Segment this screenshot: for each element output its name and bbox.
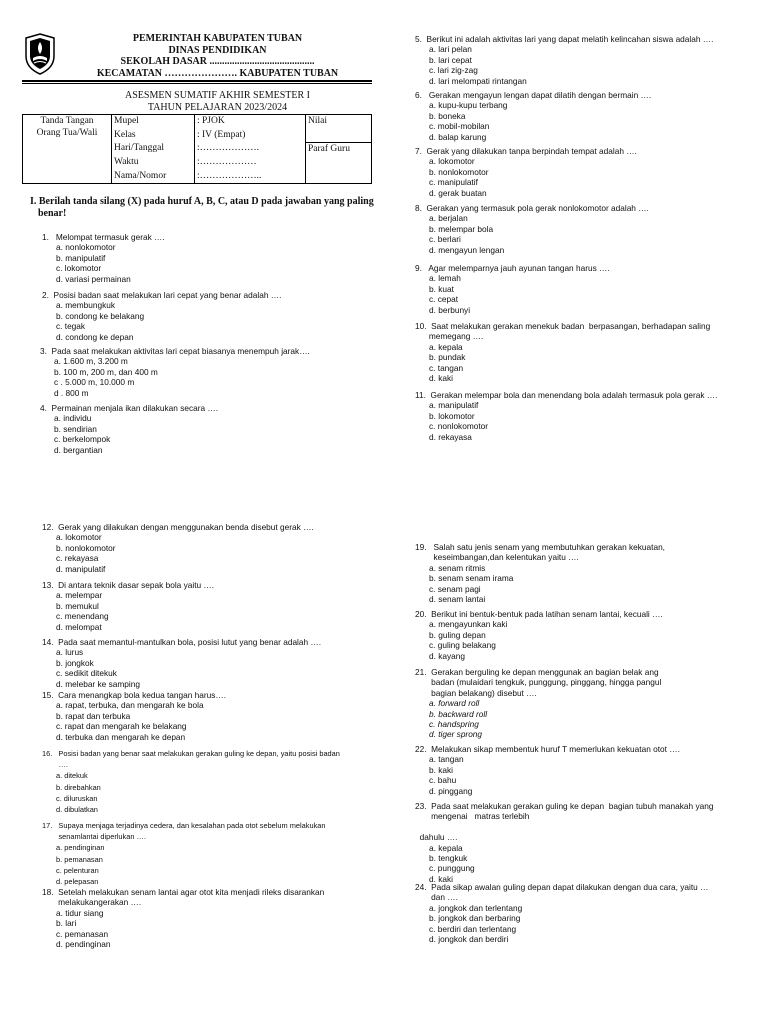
answer-option[interactable]: b. direbahkan — [56, 782, 101, 792]
question-text: 9. Agar melemparnya jauh ayunan tangan harus …. — [415, 263, 610, 273]
answer-option[interactable]: c. cepat — [429, 294, 459, 305]
answer-option[interactable]: a. rapat, terbuka, dan mengarah ke bola — [56, 700, 204, 711]
question-8 — [415, 203, 760, 255]
paraf-box — [306, 156, 372, 170]
question-19 — [415, 542, 760, 604]
question-text: 21. Gerakan berguling ke depan menggunak an bagian belak ang badan (mulaidari tengkuk, punggung, pinggang, hingga pangul bagian belakang) disebut …. — [415, 667, 662, 698]
answer-option[interactable]: d. berbunyi — [429, 304, 471, 315]
answer-option[interactable]: d. melompat — [56, 621, 102, 632]
answer-option[interactable]: c. lari zig-zag — [429, 65, 478, 76]
answer-option[interactable]: d. rekayasa — [429, 431, 472, 442]
answer-option[interactable]: b. tengkuk — [429, 853, 468, 864]
question-11 — [415, 390, 760, 442]
school-header — [60, 33, 375, 79]
answer-option[interactable]: d . 800 m — [54, 387, 89, 398]
header-line-3: SEKOLAH DASAR .......................................... — [120, 56, 315, 67]
header-divider-thin — [22, 83, 372, 84]
question-12 — [42, 522, 412, 574]
answer-option[interactable]: d. kayang — [429, 650, 465, 661]
signature-label-1: Tanda Tangan — [40, 116, 94, 126]
answer-option[interactable]: d. kaki — [429, 873, 453, 884]
answer-option[interactable]: a. lemah — [429, 273, 461, 284]
answer-option[interactable]: d. condong ke depan — [56, 331, 134, 342]
question-text: 1. Melompat termasuk gerak …. — [42, 232, 165, 242]
answer-option[interactable]: d. balap karung — [429, 131, 487, 142]
header-line-1: PEMERINTAH KABUPATEN TUBAN — [132, 33, 303, 44]
header-divider-thick — [22, 80, 372, 82]
kabupaten-logo — [22, 32, 58, 76]
label-waktu: Waktu — [112, 156, 195, 170]
answer-option[interactable]: a. lari pelan — [429, 44, 472, 55]
answer-option[interactable]: b. senam senam irama — [429, 573, 514, 584]
question-20 — [415, 609, 760, 661]
question-text: 24. Pada sikap awalan guling depan dapat dilakukan dengan dua cara, yaitu … dan …. — [415, 882, 709, 903]
answer-option[interactable]: c. sedikit ditekuk — [56, 668, 117, 679]
question-21 — [415, 667, 760, 740]
question-text: 11. Gerakan melempar bola dan menendang bola adalah termasuk pola gerak …. — [415, 390, 718, 400]
answer-option[interactable]: a. kepala — [429, 842, 463, 853]
answer-option[interactable]: b. lari cepat — [429, 54, 472, 65]
exam-title-line-2: TAHUN PELAJARAN 2023/2024 — [147, 101, 288, 113]
question-text: 14. Pada saat memantul-mantulkan bola, posisi lutut yang benar adalah …. — [42, 637, 322, 647]
answer-option[interactable]: a. lurus — [56, 647, 84, 658]
question-text: 10. Saat melakukan gerakan menekuk badan berpasangan, berhadapan saling memegang …. — [415, 321, 711, 342]
signature-cell — [23, 115, 112, 184]
answer-option[interactable]: d. dibulatkan — [56, 805, 98, 815]
answer-option[interactable]: a. membungkuk — [56, 300, 116, 311]
answer-option[interactable]: a. kupu-kupu terbang — [429, 100, 508, 111]
student-info-table — [22, 114, 372, 184]
question-text: 20. Berikut ini bentuk-bentuk pada latihan senam lantai, kecuali …. — [415, 609, 663, 619]
answer-option[interactable]: c. punggung — [429, 863, 475, 874]
question-17 — [42, 820, 412, 887]
answer-option[interactable]: b. jongkok — [56, 657, 94, 668]
answer-option[interactable]: a. ditekuk — [56, 771, 88, 781]
answer-option[interactable]: c. rekayasa — [56, 553, 99, 564]
answer-option[interactable]: c. lokomotor — [56, 263, 102, 274]
value-nama: :……………….. — [195, 170, 306, 184]
answer-option[interactable]: c . 5.000 m, 10.000 m — [54, 377, 135, 388]
answer-option[interactable]: d. mengayun lengan — [429, 244, 505, 255]
answer-option[interactable]: a. forward roll — [429, 698, 480, 709]
answer-option[interactable]: d. terbuka dan mengarah ke depan — [56, 731, 186, 742]
exam-title-line-1: ASESMEN SUMATIF AKHIR SEMESTER I — [124, 90, 311, 101]
answer-option[interactable]: c. guling belakang — [429, 640, 496, 651]
question-text: 5. Berikut ini adalah aktivitas lari yang dapat melatih kelincahan siswa adalah …. — [415, 34, 714, 44]
answer-option[interactable]: d. pelepasan — [56, 877, 99, 887]
label-mupel: Mupel — [112, 115, 195, 129]
question-text: 2. Posisi badan saat melakukan lari cepat yang benar adalah …. — [42, 290, 282, 300]
answer-option[interactable]: b. boneka — [429, 110, 466, 121]
answer-option[interactable]: a. lokomotor — [429, 156, 475, 167]
answer-option[interactable]: d. senam lantai — [429, 594, 486, 605]
value-kelas: : IV (Empat) — [195, 129, 306, 143]
answer-option[interactable]: c. handspring — [429, 719, 479, 730]
question-5 — [415, 34, 760, 86]
nilai-box — [306, 129, 372, 143]
answer-option[interactable]: b. kaki — [429, 764, 453, 775]
answer-option[interactable]: b. melempar bola — [429, 223, 494, 234]
question-text: 22. Melakukan sikap membentuk huruf T memerlukan kekuatan otot …. — [415, 744, 680, 754]
answer-option[interactable]: a. tidur siang — [56, 907, 104, 918]
label-hari: Hari/Tanggal — [112, 142, 195, 156]
answer-option[interactable]: b. lari — [56, 918, 77, 929]
question-2 — [42, 290, 412, 342]
answer-option[interactable]: b. condong ke belakang — [56, 310, 145, 321]
answer-option[interactable]: c. pemanasan — [56, 928, 109, 939]
answer-option[interactable]: b. manipulatif — [56, 252, 106, 263]
paraf-cell: Paraf Guru — [306, 142, 372, 156]
answer-option[interactable]: a. berjalan — [429, 213, 468, 224]
answer-option[interactable]: a. jongkok dan terlentang — [429, 902, 523, 913]
question-text: 8. Gerakan yang termasuk pola gerak nonlokomotor adalah …. — [415, 203, 649, 213]
question-text: 7. Gerak yang dilakukan tanpa berpindah tempat adalah …. — [415, 146, 637, 156]
value-mupel: : PJOK — [195, 115, 306, 129]
answer-option[interactable]: b. rapat dan terbuka — [56, 710, 131, 721]
answer-option[interactable]: a. lokomotor — [56, 532, 102, 543]
question-text: 18. Setelah melakukan senam lantai agar otot kita menjadi rileks disarankan melakukangerakan …. — [42, 887, 325, 908]
header-line-2: DINAS PENDIDIKAN — [168, 44, 267, 56]
answer-option[interactable]: d. jongkok dan berdiri — [429, 934, 509, 945]
answer-option[interactable]: b. sendirian — [54, 423, 97, 434]
answer-option[interactable]: d. kaki — [429, 373, 453, 384]
answer-option[interactable]: c. tangan — [429, 362, 464, 373]
answer-option[interactable]: a. mengayunkan kaki — [429, 619, 508, 630]
answer-option[interactable]: b. memukul — [56, 600, 99, 611]
question-text: 4. Permainan menjala ikan dilakukan secara …. — [40, 403, 219, 413]
question-14 — [42, 637, 412, 689]
nilai-cell: Nilai — [306, 115, 372, 129]
question-15 — [42, 690, 412, 742]
answer-option[interactable]: d. manipulatif — [56, 563, 106, 574]
answer-option[interactable]: a. manipulatif — [429, 400, 479, 411]
answer-option[interactable]: c. diluruskan — [56, 793, 98, 803]
question-text: 17. Supaya menjaga terjadinya cedera, dan kesalahan pada otot sebelum melakukan senamlantai diperlukan …. — [42, 821, 326, 842]
answer-option[interactable]: c. tegak — [56, 321, 86, 332]
instruction-text: I. Berilah tanda silang (X) pada huruf A, B, C, atau D pada jawaban yang paling benar! — [30, 196, 374, 219]
answer-option[interactable]: b. pemanasan — [56, 854, 103, 864]
question-3 — [40, 346, 410, 398]
question-text: 15. Cara menangkap bola kedua tangan harus…. — [42, 690, 227, 700]
answer-option[interactable]: d. lari melompati rintangan — [429, 75, 527, 86]
answer-option[interactable]: a. senam ritmis — [429, 562, 486, 573]
answer-option[interactable]: b. nonlokomotor — [429, 166, 489, 177]
exam-title — [60, 90, 375, 113]
question-18 — [42, 887, 412, 949]
question-text: 19. Salah satu jenis senam yang membutuhkan gerakan kekuatan, keseimbangan,dan kelentukan yaitu …. — [415, 542, 665, 563]
question-6 — [415, 90, 760, 142]
question-10 — [415, 321, 760, 383]
answer-option[interactable]: a. tangan — [429, 754, 464, 765]
answer-option[interactable]: d. variasi permainan — [56, 273, 131, 284]
answer-option[interactable]: b. kuat — [429, 283, 454, 294]
question-7 — [415, 146, 760, 198]
header-line-4: KECAMATAN …………………. KABUPATEN TUBAN — [96, 67, 339, 79]
answer-option[interactable]: c. manipulatif — [429, 177, 478, 188]
question-1 — [42, 232, 412, 284]
answer-option[interactable]: d. pendinginan — [56, 939, 111, 950]
answer-option[interactable]: a. individu — [54, 413, 92, 424]
answer-option[interactable]: c. rapat dan mengarah ke belakang — [56, 721, 187, 732]
signature-label-2: Orang Tua/Wali — [36, 127, 98, 138]
answer-option[interactable]: d. melebar ke samping — [56, 678, 140, 689]
value-waktu: :……………… — [195, 156, 306, 170]
question-13 — [42, 580, 412, 632]
answer-option[interactable]: c. nonlokomotor — [429, 421, 489, 432]
answer-option[interactable]: b. 100 m, 200 m, dan 400 m — [54, 366, 158, 377]
question-16 — [42, 748, 412, 815]
question-text: 3. Pada saat melakukan aktivitas lari cepat biasanya menempuh jarak…. — [40, 346, 310, 356]
question-text: 23. Pada saat melakukan gerakan guling ke depan bagian tubuh manakah yang mengenai matras terlebih dahulu …. — [415, 801, 714, 843]
question-text: 6. Gerakan mengayun lengan dapat dilatih dengan bermain …. — [415, 90, 652, 100]
answer-option[interactable]: c. pelenturan — [56, 865, 99, 875]
answer-option[interactable]: c. senam pagi — [429, 583, 481, 594]
answer-option[interactable]: d. tiger sprong — [429, 729, 483, 740]
answer-option[interactable]: b. lokomotor — [429, 410, 475, 421]
value-hari: :………………. — [195, 142, 306, 156]
question-text: 16. Posisi badan yang benar saat melakukan gerakan guling ke depan, yaitu posisi badan …. — [42, 749, 340, 770]
label-nama: Nama/Nomor — [112, 170, 195, 184]
answer-option[interactable]: c. berdiri dan terlentang — [429, 923, 517, 934]
question-24 — [415, 882, 760, 944]
answer-option[interactable]: d. bergantian — [54, 444, 103, 455]
answer-option[interactable]: b. jongkok dan berbaring — [429, 913, 521, 924]
answer-option[interactable]: a. melempar — [56, 590, 103, 601]
answer-option[interactable]: c. bahu — [429, 775, 457, 786]
answer-option[interactable]: c. berlari — [429, 234, 461, 245]
answer-option[interactable]: c. menendang — [56, 611, 109, 622]
question-22 — [415, 744, 760, 796]
question-4 — [40, 403, 410, 455]
answer-option[interactable]: b. backward roll — [429, 708, 488, 719]
answer-option[interactable]: a. nonlokomotor — [56, 242, 116, 253]
label-kelas: Kelas — [112, 129, 195, 143]
answer-option[interactable]: a. kepala — [429, 341, 463, 352]
paraf-box-end — [306, 170, 372, 184]
answer-option[interactable]: b. pundak — [429, 352, 466, 363]
question-text: 12. Gerak yang dilakukan dengan menggunakan benda disebut gerak …. — [42, 522, 314, 532]
question-23 — [415, 801, 760, 884]
answer-option[interactable]: b. guling depan — [429, 629, 486, 640]
answer-option[interactable]: d. gerak buatan — [429, 187, 487, 198]
question-9 — [415, 263, 760, 315]
question-text: 13. Di antara teknik dasar sepak bola yaitu …. — [42, 580, 215, 590]
answer-option[interactable]: c. mobil-mobilan — [429, 121, 490, 132]
answer-option[interactable]: c. berkelompok — [54, 434, 111, 445]
answer-option[interactable]: a. pendinginan — [56, 843, 105, 853]
answer-option[interactable]: a. 1.600 m, 3.200 m — [54, 356, 128, 367]
answer-option[interactable]: b. nonlokomotor — [56, 542, 116, 553]
answer-option[interactable]: d. pinggang — [429, 785, 473, 796]
